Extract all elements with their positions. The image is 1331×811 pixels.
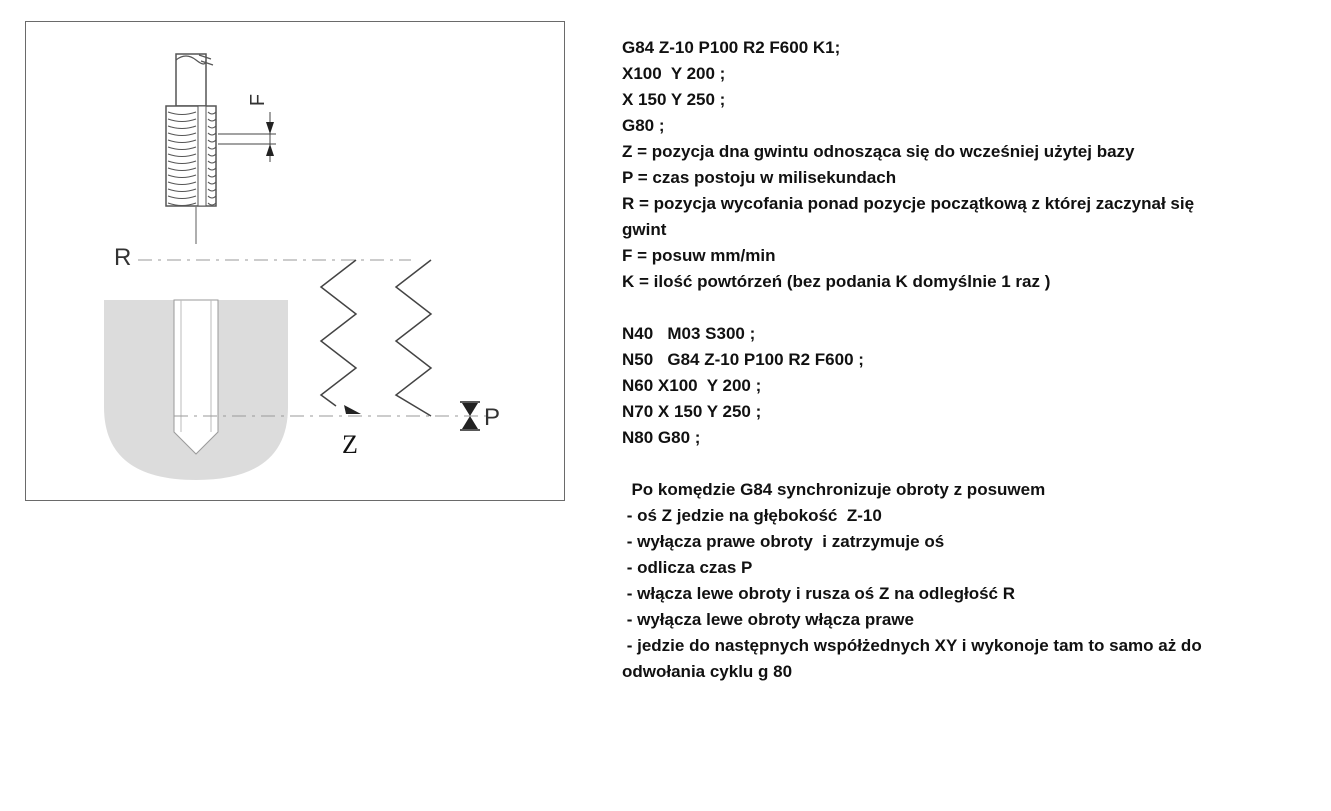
example-line: N60 X100 Y 200 ; bbox=[622, 376, 762, 395]
spacer bbox=[622, 295, 1302, 321]
example-line: N80 G80 ; bbox=[622, 428, 701, 447]
definition-line: F = posuw mm/min bbox=[622, 246, 776, 265]
explanation-line: - jedzie do następnych współżednych XY i wykonoje tam to samo aż do odwołania cyklu g 80 bbox=[622, 636, 1207, 681]
explanation-line: Po komędzie G84 synchronizuje obroty z posuwem bbox=[622, 480, 1046, 499]
f-label: F bbox=[247, 93, 270, 107]
program-line: X 150 Y 250 ; bbox=[622, 90, 726, 109]
program-block bbox=[622, 35, 1302, 139]
tap-flute bbox=[198, 106, 206, 206]
definitions-block bbox=[622, 139, 1302, 295]
definition-line: R = pozycja wycofania ponad pozycje początkową z której zaczynał się gwint bbox=[622, 194, 1199, 239]
explanation-line: - wyłącza prawe obroty i zatrzymuje oś bbox=[622, 532, 945, 551]
example-line: N40 M03 S300 ; bbox=[622, 324, 756, 343]
pitch-arrow-top bbox=[266, 122, 274, 134]
z-label: Z bbox=[342, 430, 358, 459]
feed-in-arrow bbox=[344, 405, 361, 414]
pitch-arrow-bottom bbox=[266, 144, 274, 156]
spacer bbox=[622, 451, 1302, 477]
example-block bbox=[622, 321, 1302, 451]
explanation-block bbox=[622, 477, 1302, 685]
definition-line: P = czas postoju w milisekundach bbox=[622, 168, 897, 187]
definition-line: K = ilość powtórzeń (bez podania K domyślnie 1 raz ) bbox=[622, 272, 1051, 291]
g84-description bbox=[622, 35, 1302, 685]
explanation-line: - wyłącza lewe obroty włącza prawe bbox=[622, 610, 914, 629]
tapping-cycle-diagram bbox=[25, 21, 565, 501]
example-line: N70 X 150 Y 250 ; bbox=[622, 402, 762, 421]
retract-path bbox=[396, 260, 431, 416]
r-label: R bbox=[114, 244, 132, 271]
explanation-line: - włącza lewe obroty i rusza oś Z na odległość R bbox=[622, 584, 1015, 603]
feed-in-path bbox=[321, 260, 356, 406]
explanation-line: - oś Z jedzie na głębokość Z-10 bbox=[622, 506, 882, 525]
example-line: N50 G84 Z-10 P100 R2 F600 ; bbox=[622, 350, 864, 369]
tap-shank bbox=[176, 54, 206, 106]
program-line: X100 Y 200 ; bbox=[622, 64, 726, 83]
explanation-line: - odlicza czas P bbox=[622, 558, 753, 577]
program-line: G80 ; bbox=[622, 116, 665, 135]
program-line: G84 Z-10 P100 R2 F600 K1; bbox=[622, 38, 841, 57]
definition-line: Z = pozycja dna gwintu odnosząca się do wcześniej użytej bazy bbox=[622, 142, 1135, 161]
p-label: P bbox=[484, 404, 501, 431]
